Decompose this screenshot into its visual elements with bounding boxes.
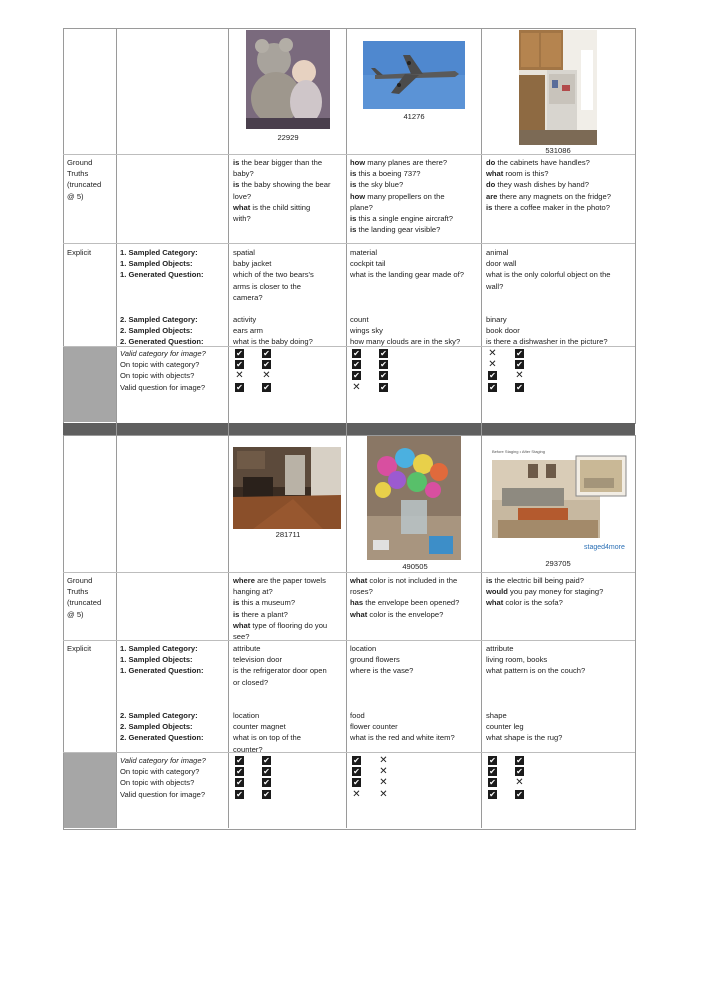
explicit-value-line: baby jacket [233, 259, 272, 269]
explicit-value-line: what pattern is on the couch? [486, 666, 586, 676]
question-rest: many propellers on the [365, 191, 445, 201]
checkbox-checked-icon: ✔ [489, 371, 496, 381]
explicit-value-line: activity [233, 315, 257, 324]
ground-truth-line [350, 609, 459, 620]
checkbox-checked-icon: ✔ [380, 371, 387, 381]
question-lead-word: is [233, 609, 240, 619]
question-lead-word: would [486, 587, 508, 597]
ground-truth-line [233, 597, 327, 608]
ground-truth-line [486, 168, 611, 179]
explicit-value-line: what is the red and white item? [350, 733, 455, 743]
image-id-label: 293705 [545, 559, 571, 568]
checkbox-checked-icon: ✔ [516, 349, 523, 358]
ground-truth-line [350, 179, 453, 190]
explicit-2-values [486, 314, 608, 348]
checkbox-checked-icon: ✔ [236, 778, 243, 788]
question-rest: this a museum? [239, 598, 296, 608]
ground-truth-line [350, 191, 453, 202]
explicit-value-line: ears arm [233, 326, 263, 336]
explicit-value-line: location [350, 644, 377, 653]
ground-truth-questions [350, 575, 459, 620]
question-rest: there a plant? [239, 609, 288, 619]
question-lead-word: is [233, 180, 240, 190]
question-rest: the landing gear visible? [356, 225, 441, 235]
question-rest: they wash dishes by hand? [495, 180, 589, 190]
explicit-value-line: counter leg [486, 722, 524, 732]
ground-truth-line [486, 202, 611, 213]
ground-truth-questions [486, 157, 611, 213]
explicit-value-line: door wall [486, 259, 517, 269]
explicit-2-labels: 2. Sampled Category: 2. Sampled Objects: 2. Generated Question: [120, 711, 204, 743]
question-rest: roses? [350, 587, 373, 597]
cross-icon: ✕ [379, 788, 388, 800]
image-id-label: 41276 [403, 112, 425, 121]
checkbox-checked-icon: ✔ [353, 371, 360, 381]
cross-icon: ✕ [379, 777, 388, 789]
ground-truth-line [350, 202, 453, 213]
explicit-value-line: food [350, 711, 365, 720]
explicit-1-values [486, 643, 585, 677]
row-label-ground-truths: Ground Truths (truncated @ 5) [67, 576, 102, 619]
explicit-1-values [233, 247, 314, 303]
ground-truth-line [350, 575, 459, 586]
ground-truth-line [233, 191, 331, 202]
explicit-value-line: attribute [233, 644, 261, 653]
question-lead-word: are [486, 191, 498, 201]
explicit-value-line: cockpit tail [350, 259, 386, 269]
image-id-label: 281711 [275, 530, 301, 539]
image-id-label: 22929 [277, 133, 299, 142]
question-rest: you pay money for staging? [507, 587, 604, 597]
evaluation-labels: Valid category for image? On topic with category? On topic with objects? Valid question for image? [120, 756, 206, 799]
eval-gray-cell [64, 753, 116, 828]
ground-truth-line [233, 631, 327, 642]
checkbox-checked-icon: ✔ [236, 767, 243, 777]
question-lead-word: what [350, 609, 368, 619]
question-rest: with? [233, 214, 251, 224]
question-rest: the sky blue? [356, 180, 404, 190]
explicit-value-line: wall? [486, 281, 504, 291]
cross-icon: ✕ [352, 381, 361, 393]
ground-truth-line [350, 586, 459, 597]
explicit-value-line: material [350, 248, 378, 257]
checkbox-checked-icon: ✔ [516, 360, 523, 370]
checkbox-checked-icon: ✔ [263, 767, 270, 777]
explicit-1-labels: 1. Sampled Category: 1. Sampled Objects: 1. Generated Question: [120, 644, 204, 676]
row-divider [63, 752, 635, 753]
ground-truth-line [233, 202, 331, 213]
checkbox-checked-icon: ✔ [236, 382, 243, 392]
question-lead-word: is [350, 225, 357, 235]
explicit-value-line: how many clouds are in the sky? [350, 337, 461, 347]
photo-kitchen-floor-icon [233, 447, 341, 529]
ground-truth-line [486, 179, 611, 190]
question-rest: many planes are there? [365, 158, 448, 167]
explicit-value-line: attribute [486, 644, 514, 653]
checkbox-checked-icon: ✔ [516, 789, 523, 799]
explicit-2-values [350, 314, 460, 348]
column-divider [116, 28, 117, 828]
cross-icon: ✕ [488, 348, 497, 359]
ground-truth-line [486, 586, 603, 597]
question-rest: color is the sofa? [503, 598, 563, 608]
question-rest: is the child sitting [250, 202, 311, 212]
explicit-value-line: flower counter [350, 722, 398, 732]
checkbox-checked-icon: ✔ [353, 756, 360, 765]
cross-icon: ✕ [515, 370, 524, 382]
explicit-2-values [233, 710, 301, 755]
question-lead-word: what [233, 202, 251, 212]
checkbox-checked-icon: ✔ [516, 756, 523, 765]
question-rest: there a coffee maker in the photo? [492, 202, 610, 212]
explicit-2-labels: 2. Sampled Category: 2. Sampled Objects: 2. Generated Question: [120, 315, 204, 347]
question-rest: are the paper towels [254, 576, 326, 585]
explicit-value-line: animal [486, 248, 509, 257]
ground-truth-questions [233, 157, 331, 224]
staging-banner: Before Staging • After Staging [492, 449, 545, 454]
explicit-2-values [233, 314, 313, 348]
image-id-label: 490505 [402, 562, 428, 571]
ground-truth-questions [350, 157, 453, 235]
question-rest: color is the envelope? [367, 609, 444, 619]
question-rest: this a single engine aircraft? [356, 214, 454, 224]
explicit-value-line: is the refrigerator door open [233, 666, 327, 676]
checkbox-checked-icon: ✔ [263, 789, 270, 799]
question-lead-word: what [486, 169, 504, 179]
explicit-value-line: wings sky [350, 326, 383, 336]
checkbox-checked-icon: ✔ [263, 349, 270, 358]
question-lead-word: what [350, 576, 368, 585]
checkbox-checked-icon: ✔ [353, 778, 360, 788]
explicit-1-values [350, 247, 464, 281]
row-divider [63, 243, 635, 244]
ground-truth-line [233, 179, 331, 190]
evaluation-labels: Valid category for image? On topic with category? On topic with objects? Valid question for image? [120, 349, 206, 392]
checkbox-checked-icon: ✔ [236, 349, 243, 358]
ground-truth-line [486, 191, 611, 202]
row-label-ground-truths: Ground Truths (truncated @ 5) [67, 158, 102, 201]
cross-icon: ✕ [235, 370, 244, 382]
ground-truth-line [350, 168, 453, 179]
explicit-value-line: what is the only colorful object on the [486, 270, 611, 280]
ground-truth-questions [233, 575, 327, 642]
ground-truth-line [233, 609, 327, 620]
checkbox-checked-icon: ✔ [353, 767, 360, 777]
row-divider [63, 640, 635, 641]
checkbox-checked-icon: ✔ [353, 360, 360, 370]
section-divider-band [63, 423, 635, 435]
explicit-1-values [486, 247, 611, 292]
question-rest: the electric bill being paid? [492, 576, 584, 585]
image-id-label: 531086 [545, 146, 571, 155]
question-rest: love? [233, 191, 252, 201]
cross-icon: ✕ [352, 788, 361, 800]
explicit-value-line: spatial [233, 248, 255, 257]
question-lead-word: is [350, 169, 357, 179]
explicit-value-line: ground flowers [350, 655, 400, 665]
explicit-1-values [233, 643, 327, 688]
checkbox-checked-icon: ✔ [236, 789, 243, 799]
column-divider [346, 28, 347, 828]
checkbox-checked-icon: ✔ [489, 767, 496, 777]
question-rest: the envelope been opened? [363, 598, 460, 608]
explicit-value-line: what is the landing gear made of? [350, 270, 464, 280]
explicit-value-line: living room, books [486, 655, 548, 665]
question-rest: the bear bigger than the [239, 158, 323, 167]
ground-truth-line [233, 586, 327, 597]
question-rest: baby? [233, 169, 254, 179]
ground-truth-line [350, 213, 453, 224]
question-lead-word: how [350, 191, 366, 201]
checkbox-checked-icon: ✔ [489, 756, 496, 765]
explicit-value-line: where is the vase? [350, 666, 414, 676]
checkbox-checked-icon: ✔ [236, 756, 243, 765]
column-divider [481, 28, 482, 828]
ground-truth-line [233, 157, 331, 168]
cross-icon: ✕ [488, 359, 497, 371]
checkbox-checked-icon: ✔ [263, 756, 270, 765]
explicit-value-line: location [233, 711, 260, 720]
ground-truth-line [233, 575, 327, 586]
row-label-explicit: Explicit [67, 644, 92, 653]
row-divider [63, 572, 635, 573]
explicit-1-labels: 1. Sampled Category: 1. Sampled Objects: 1. Generated Question: [120, 248, 204, 280]
explicit-2-values [486, 710, 562, 744]
explicit-value-line: shape [486, 711, 507, 720]
checkbox-checked-icon: ✔ [380, 349, 387, 358]
explicit-value-line: camera? [233, 292, 263, 302]
explicit-2-values [350, 710, 455, 744]
checkbox-checked-icon: ✔ [516, 382, 523, 392]
question-rest: room is this? [503, 169, 549, 179]
ground-truth-line [233, 213, 331, 224]
question-rest: plane? [350, 202, 373, 212]
explicit-value-line: book door [486, 326, 520, 336]
question-lead-word: has [350, 598, 364, 608]
ground-truth-line [350, 597, 459, 608]
explicit-value-line: what shape is the rug? [486, 733, 563, 743]
checkbox-checked-icon: ✔ [489, 789, 496, 799]
checkbox-checked-icon: ✔ [516, 767, 523, 777]
photo-airplane-icon [363, 41, 465, 109]
explicit-value-line: or closed? [233, 677, 269, 687]
explicit-1-values [350, 643, 413, 677]
ground-truth-line [486, 597, 603, 608]
question-lead-word: what [233, 620, 251, 630]
ground-truth-questions [486, 575, 603, 609]
question-rest: color is not included in the [367, 576, 458, 585]
question-lead-word: is [233, 158, 240, 167]
cross-icon: ✕ [262, 370, 271, 382]
ground-truth-line [486, 157, 611, 168]
explicit-value-line: what is on top of the [233, 733, 301, 743]
ground-truth-line [350, 157, 453, 168]
question-rest: the baby showing the bear [239, 180, 331, 190]
ground-truth-line [486, 575, 603, 586]
cross-icon: ✕ [515, 777, 524, 789]
question-lead-word: do [486, 180, 496, 190]
explicit-value-line: television door [233, 655, 282, 665]
column-divider [228, 28, 229, 828]
question-lead-word: is [350, 180, 357, 190]
question-lead-word: is [486, 202, 493, 212]
checkbox-checked-icon: ✔ [489, 382, 496, 392]
ground-truth-line [233, 620, 327, 631]
checkbox-checked-icon: ✔ [263, 382, 270, 392]
explicit-value-line: what is the baby doing? [233, 337, 313, 347]
question-lead-word: how [350, 158, 366, 167]
checkbox-checked-icon: ✔ [489, 778, 496, 788]
cross-icon: ✕ [379, 766, 388, 778]
question-rest: hanging at? [233, 587, 273, 597]
ground-truth-line [233, 168, 331, 179]
ground-truth-line [350, 224, 453, 235]
photo-bear-baby-icon [246, 30, 330, 129]
photo-kitchen-fridge-icon [519, 30, 597, 145]
explicit-value-line: counter? [233, 744, 263, 754]
explicit-value-line: which of the two bears's [233, 270, 314, 280]
cross-icon: ✕ [379, 755, 388, 766]
question-rest: this a boeing 737? [356, 169, 421, 179]
question-rest: see? [233, 632, 250, 642]
question-lead-word: where [233, 576, 255, 585]
explicit-value-line: count [350, 315, 369, 324]
checkbox-checked-icon: ✔ [380, 382, 387, 392]
question-rest: the cabinets have handles? [495, 158, 590, 167]
staging-logo: staged4more [584, 544, 625, 551]
photo-flowers-vase-icon [367, 436, 461, 560]
question-lead-word: do [486, 158, 496, 167]
question-lead-word: is [486, 576, 493, 585]
eval-gray-cell [64, 347, 116, 422]
question-lead-word: what [486, 598, 504, 608]
checkbox-checked-icon: ✔ [380, 360, 387, 370]
photo-living-room-staging-icon [488, 448, 630, 556]
checkbox-checked-icon: ✔ [353, 349, 360, 358]
explicit-value-line: binary [486, 315, 507, 324]
checkbox-checked-icon: ✔ [263, 360, 270, 370]
question-lead-word: is [350, 214, 357, 224]
question-lead-word: is [233, 598, 240, 608]
question-rest: type of flooring do you [250, 620, 328, 630]
checkbox-checked-icon: ✔ [236, 360, 243, 370]
row-label-explicit: Explicit [67, 248, 92, 257]
checkbox-checked-icon: ✔ [263, 778, 270, 788]
question-rest: there any magnets on the fridge? [497, 191, 611, 201]
explicit-value-line: is there a dishwasher in the picture? [486, 337, 608, 347]
explicit-value-line: counter magnet [233, 722, 286, 732]
explicit-value-line: arms is closer to the [233, 281, 301, 291]
